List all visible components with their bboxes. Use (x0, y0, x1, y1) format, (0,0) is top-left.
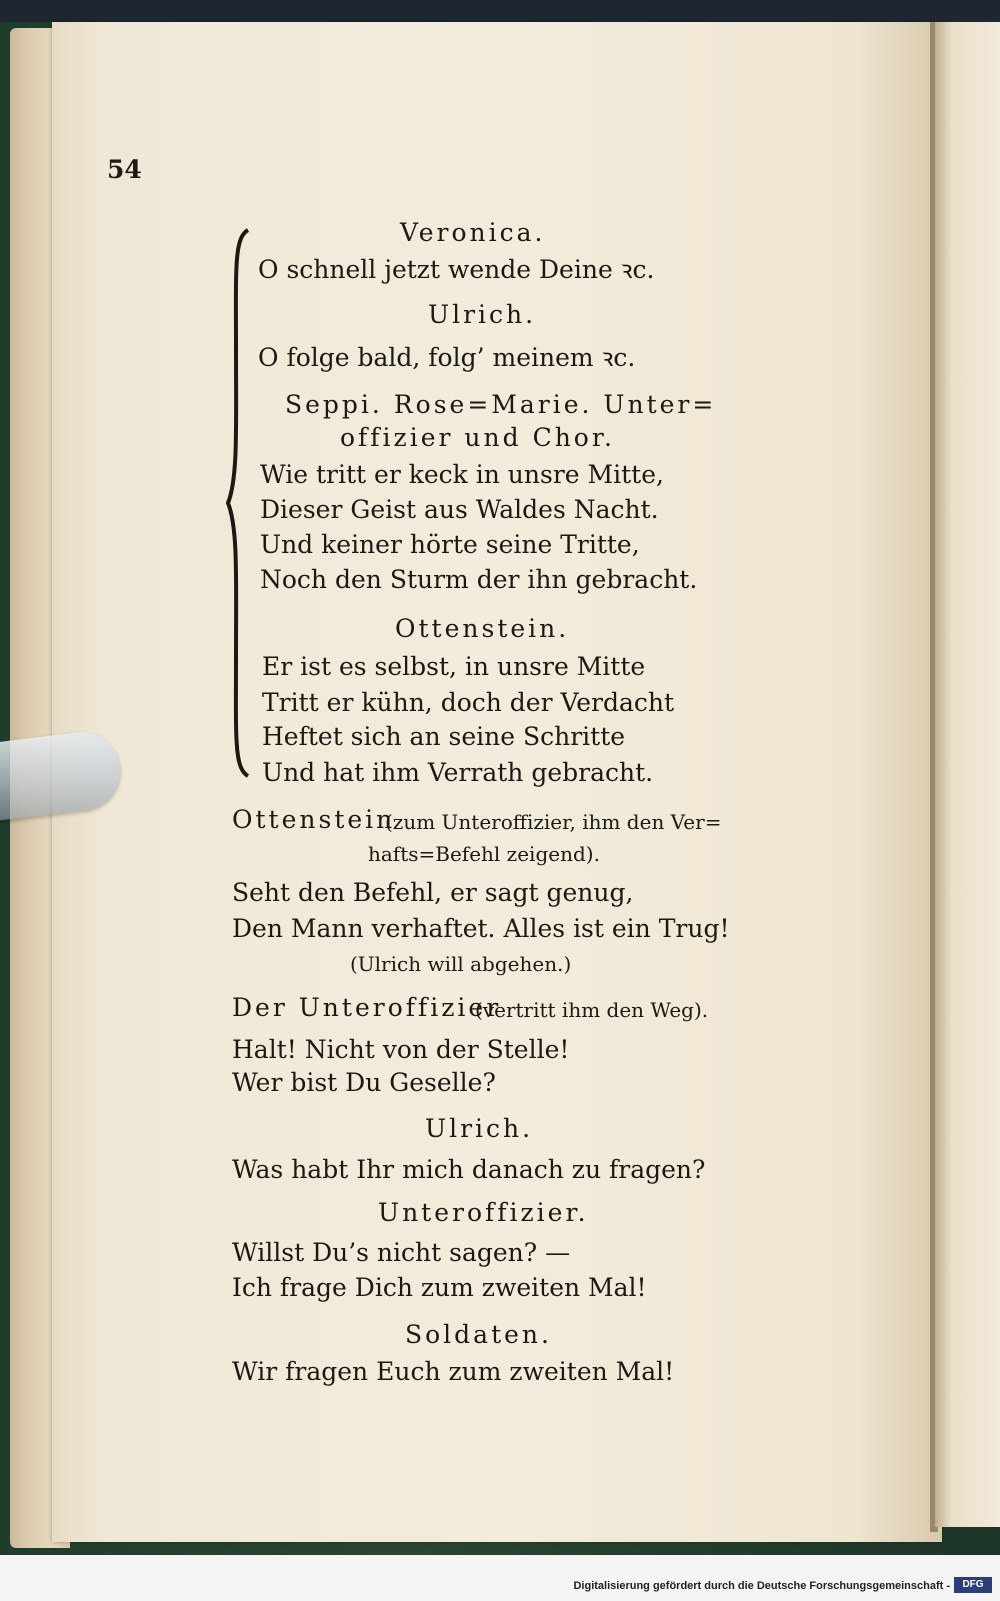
speaker-ulrich: Ulrich. (428, 300, 537, 329)
speaker-unteroffizier: Der Unteroffizier (232, 993, 502, 1022)
verse-line: O folge bald, folg’ meinem ꝛc. (258, 343, 636, 372)
stage-direction: hafts=Befehl zeigend). (368, 842, 600, 866)
verse-line: Dieser Geist aus Waldes Nacht. (260, 495, 659, 524)
dfg-logo: DFG (954, 1577, 992, 1593)
verse-line: Noch den Sturm der ihn gebracht. (260, 565, 698, 594)
speaker-ulrich-2: Ulrich. (425, 1114, 534, 1143)
speaker-ottenstein: Ottenstein. (395, 614, 570, 643)
scan-top-edge (0, 0, 1000, 22)
footer-bar (0, 1555, 1000, 1601)
verse-line: Wir fragen Euch zum zweiten Mal! (232, 1357, 675, 1386)
speaker-group-line-2: offizier und Chor. (340, 423, 615, 452)
verse-line: Und keiner hörte seine Tritte, (260, 530, 640, 559)
verse-line: Tritt er kühn, doch der Verdacht (262, 688, 675, 717)
speaker-ottenstein-2: Ottenstein (232, 805, 396, 834)
verse-line: Halt! Nicht von der Stelle! (232, 1035, 570, 1064)
stage-direction: (zum Unteroffizier, ihm den Ver= (385, 810, 722, 834)
verse-line: Seht den Befehl, er sagt genug, (232, 878, 634, 907)
verse-line: O schnell jetzt wende Deine ꝛc. (258, 255, 655, 284)
speaker-unteroffizier-2: Unteroffizier. (378, 1198, 589, 1227)
verse-line: Wie tritt er keck in unsre Mitte, (260, 460, 664, 489)
verse-line: Ich frage Dich zum zweiten Mal! (232, 1273, 647, 1302)
stage-direction: (Ulrich will abgehen.) (350, 952, 572, 976)
verse-line: Und hat ihm Verrath gebracht. (262, 758, 654, 787)
facing-page-edge (935, 22, 1000, 1527)
verse-line: Wer bist Du Geselle? (232, 1068, 496, 1097)
verse-line: Willst Du’s nicht sagen? — (232, 1238, 571, 1267)
footer-credit: Digitalisierung gefördert durch die Deutsche Forschungsgemeinschaft - (573, 1580, 950, 1592)
speaker-group-line-1: Seppi. Rose=Marie. Unter= (285, 390, 717, 419)
verse-line: Was habt Ihr mich danach zu fragen? (232, 1155, 706, 1184)
verse-line: Er ist es selbst, in unsre Mitte (262, 652, 646, 681)
page-number: 54 (107, 155, 142, 184)
speaker-veronica: Veronica. (400, 218, 546, 247)
curly-brace (226, 228, 254, 778)
verse-line: Heftet sich an seine Schritte (262, 722, 626, 751)
verse-line: Den Mann verhaftet. Alles ist ein Trug! (232, 914, 730, 943)
stage-direction: (vertritt ihm den Weg). (475, 998, 709, 1022)
speaker-soldaten: Soldaten. (405, 1320, 552, 1349)
